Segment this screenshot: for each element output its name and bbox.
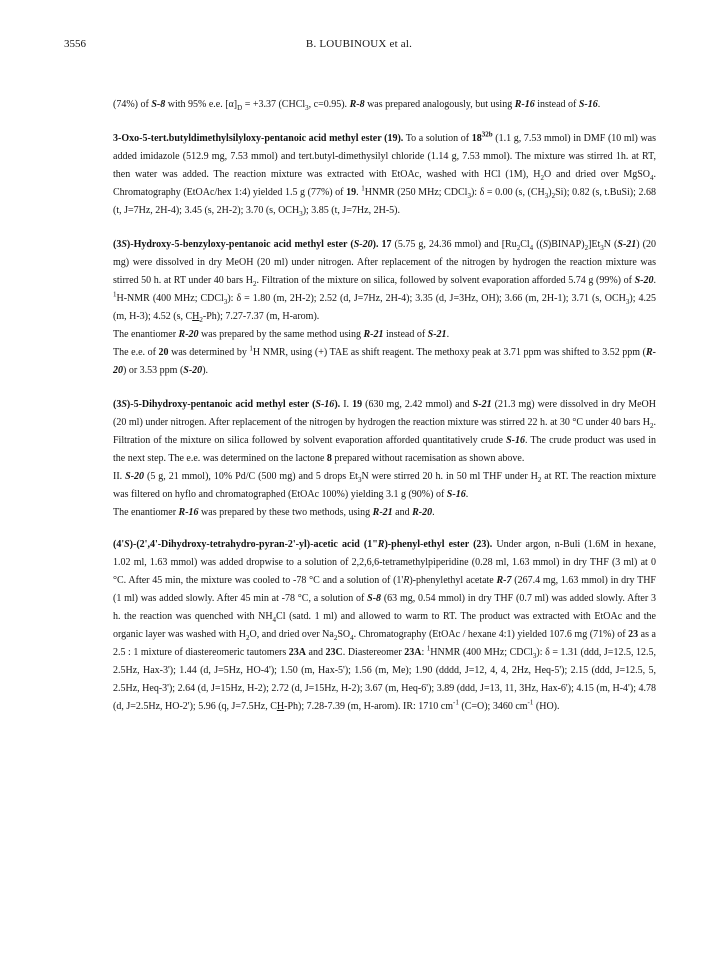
compound-23-paragraph: (4'S)-(2',4'-Dihydroxy-tetrahydro-pyran-2'-yl)-acetic acid (1"R)-phenyl-ethyl ester (23). Under argon, n-Buli (1.6M in hexane, 1.02 ml, 1.63 mmol) was added dropwise to a solution of 2,2,6,6-tetramethylpiperidine (0.28 ml, 1.63 mmol) in dry THF (3 ml) at 0 °C. After 45 min, the mixture was cooled to -78 °C and a solution of (1'R)-phenylethyl acetate R-7 (267.4 mg, 1.63 mmol) in dry THF (1 ml) was added slowly. After 45 min at -78 °C, a solution of S-8 (63 mg, 0.54 mmol) in dry THF (0.7 ml) was added slowly. After 3 h. the reaction was quenched with $NH_4Cl$ (satd. 1 ml) and allowed to warm to RT. The product was extracted with EtOAc and the organic layer was washed with $H_2O$, and dried over $Na_2SO_4$. Chromatography (EtOAc / hexane 4:1) yielded 107.6 mg (71%) of 23 as a 2.5 : 1 mixture of diastereomeric tautomers 23A and 23C. Diastereomer 23A: $^1$HNMR (400 MHz; CDCl$_3$): δ = 1.31 (ddd, J=12.5, 12.5, 2.5Hz, Hax-3'); 1.44 (d, J=5Hz, HO-4'); 1.50 (m, Hax-5'); 1.56 (m, Me); 1.90 (dddd, J=12, 4, 4, 2Hz, Heq-5'); 2.15 (ddd, J=12.5, 5, 2.5Hz, Heq-3'); 2.64 (d, J=15Hz, H-2); 2.72 (d, J=15Hz, H-2); 3.67 (m, Heq-6'); 3.89 (ddd, J=13, 11, 3Hz, Hax-6'); 4.15 (m, H-4'); 4.78 (d, J=2.5Hz, HO-2'); 5.96 (q, J=7.5Hz, CH-Ph); 7.28-7.39 (m, H-arom). IR: 1710 $cm^{-1}$ (C=O); 3460 $cm^{-1}$ (HO).: [113, 539, 657, 712]
compound-s16-paragraph: (3S)-5-Dihydroxy-pentanoic acid methyl ester (S-16). I. 19 (630 mg, 2.42 mmol) and S-21 (21.3 mg) were dissolved in dry MeOH (20 ml) under nitrogen. After replacement of the nitrogen by hydrogen the reaction mixture was stirred 22 h. at 30 °C under 40 bars $H_2$. Filtration of the mixture on silica followed by solvent evaporation afforded quantitatively crude S-16. The crude product was used in the next step. The e.e. was determined on the lactone 8 prepared without racemisation as shown above.: [113, 399, 656, 464]
compound-s20-title: (3S)-Hydroxy-5-benzyloxy-pentanoic acid methyl ester (S-20).: [113, 239, 379, 250]
intro-paragraph: (74%) of S-8 with 95% e.e. $[\alpha]_D = +3.37$ (CHCl$_3$, c=0.95). R-8 was prepared analogously, but using R-16 instead of S-16.: [113, 99, 601, 112]
experimental-text: [113, 96, 656, 716]
compound-r16-note: The enantiomer R-16 was prepared by these two methods, using R-21 and R-20.: [113, 507, 435, 518]
page-header: [64, 38, 654, 56]
running-authors: B. LOUBINOUX et al.: [305, 38, 413, 50]
compound-s20-paragraph: (3S)-Hydroxy-5-benzyloxy-pentanoic acid methyl ester (S-20). 17 (5.75 g, 24.36 mmol) and [$Ru_2Cl_4$ $((S)BINAP)_2]Et_3N$ (S-21) (20 mg) were dissolved in dry MeOH (20 ml) under nitrogen. After replacement of the nitrogen by hydrogen the reaction mixture was stirred 50 h. at RT under 40 bars $H_2$. Filtration of the mixture on silica, followed by solvent evaporation afforded 5.74 g (99%) of S-20. $^1$H-NMR (400 MHz; CDCl$_3$): δ = 1.80 (m, 2H-2); 2.52 (d, J=7Hz, 2H-4); 3.35 (d, J=3Hz, OH); 3.66 (m, 2H-1); 3.71 (s, $OCH_3$); 4.25 (m, H-3); 4.52 (s, $CH_2-Ph$); 7.27-7.37 (m, H-arom).: [113, 239, 657, 324]
compound-s16-method-2: II. S-20 (5 g, 21 mmol), 10% Pd/C (500 mg) and 5 drops $Et_3N$ were stirred 20 h. in 50 ml THF under $H_2$ at RT. The reaction mixture was filtered on hyflo and chromatographed (EtOAc 100%) yielding 3.1 g (90%) of S-16.: [113, 471, 656, 500]
compound-20-ee-note: The e.e. of 20 was determined by $^1$H NMR, using (+) TAE as shift reagent. The methoxy peak at 3.71 ppm was shifted to 3.52 ppm (R-20) or 3.53 ppm (S-20).: [113, 344, 656, 376]
compound-19-paragraph: 3-Oxo-5-tert.butyldimethylsilyloxy-pentanoic acid methyl ester (19). To a solution of $18^{32b}$ (1.1 g, 7.53 mmol) in DMF (10 ml) was added imidazole (512.9 mg, 7.53 mmol) and tert.butyl-dimethysilyl chloride (1.14 g, 7.53 mmol). The mixture was stirred 1h. at RT, then water was added. The reaction mixture was extracted with EtOAc, washed with HCl (1M), $H_2O$ and dried over MgSO$_4$. Chromatography (EtOAc/hex 1:4) yielded 1.5 g (77%) of 19. $^1$HNMR (250 MHz; CDCl$_3$): δ = 0.00 (s, $(CH_3)_2Si$); 0.82 (s, t.BuSi); 2.68 (t, J=7Hz, 2H-4); 3.45 (s, 2H-2); 3.70 (s, $OCH_3$); 3.85 (t, J=7Hz, 2H-5).: [113, 130, 657, 218]
compound-19-title: 3-Oxo-5-tert.butyldimethylsilyloxy-pentanoic acid methyl ester (19).: [113, 133, 404, 144]
page-number: 3556: [64, 38, 86, 50]
compound-s16-title: (3S)-5-Dihydroxy-pentanoic acid methyl ester (S-16).: [113, 399, 341, 410]
compound-23-title: (4'S)-(2',4'-Dihydroxy-tetrahydro-pyran-2'-yl)-acetic acid (1"R)-phenyl-ethyl ester (23).: [113, 539, 493, 550]
compound-r20-note: The enantiomer R-20 was prepared by the same method using R-21 instead of S-21.: [113, 329, 450, 340]
